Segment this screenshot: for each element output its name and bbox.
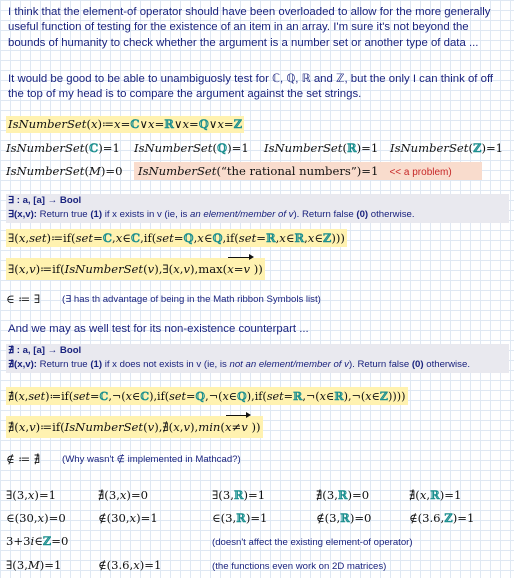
isnumberset-result-string[interactable]: IsNumberSet(“the rational numbers”)=1 << a problem) <box>134 162 482 180</box>
result-cell[interactable]: ∉(30,x)=1 <box>98 511 158 525</box>
not-element-of-alias[interactable]: ∉ ≔ ∄ <box>6 452 41 466</box>
result-cell[interactable]: ∃(3,ℝ)=1 <box>212 488 266 502</box>
number-set-paragraph: It would be good to be able to unambiguosly test for ℂ, ℚ, ℝ and ℤ, but the only I can think of off the top of my head is to compare the argument against the set strings. <box>8 73 494 101</box>
non-existence-paragraph: And we may as well test for its non-existence counterpart ... <box>8 323 309 335</box>
result-cell[interactable]: ∃(3,M)=1 <box>6 558 62 572</box>
alias-note: (∃ has th advantage of being in the Math ribbon Symbols list) <box>62 294 321 305</box>
element-of-alias[interactable]: ∈ ≔ ∃ <box>6 292 41 306</box>
operator-note: (doesn't affect the existing element-of operator) <box>212 537 413 548</box>
result-cell[interactable]: ∄(3,ℝ)=0 <box>316 488 370 502</box>
exists-signature: ∃ : a, [a] → Bool <box>8 195 82 206</box>
alias-note-2: (Why wasn't ∉ implemented in Mathcad?) <box>62 454 241 465</box>
result-cell[interactable]: ∉(3.6,ℤ)=1 <box>409 511 475 525</box>
nexists-signature-block <box>6 344 509 373</box>
result-cell[interactable]: ∉(3,ℝ)=0 <box>316 511 372 525</box>
result-cell[interactable]: ∃(3,x)=1 <box>6 488 57 502</box>
exists-signature-block <box>6 194 509 223</box>
problem-note: << a problem) <box>389 167 452 178</box>
result-cell[interactable]: ∈(3,ℝ)=1 <box>212 511 268 525</box>
isnumberset-result-r[interactable]: IsNumberSet(ℝ)=1 <box>264 141 379 155</box>
result-cell[interactable]: 3+3i∈ℤ=0 <box>6 534 69 548</box>
exists-description: ∃(x,v): Return true (1) if x exists in v (ie, is an element/member of v). Return false (0) otherwise. <box>8 209 415 220</box>
isnumberset-result-m[interactable]: IsNumberSet(M)=0 <box>6 164 123 178</box>
nexists-array-definition[interactable]: ∄(x,v)≔if(IsNumberSet(v),∄(x,v),min(x≠v )) <box>6 416 263 438</box>
result-cell[interactable]: ∉(3.6,x)=1 <box>98 558 162 572</box>
exists-array-definition[interactable]: ∃(x,v)≔if(IsNumberSet(v),∃(x,v),max(x=v )) <box>6 258 265 280</box>
result-cell[interactable]: ∄(x,ℝ)=1 <box>409 488 462 502</box>
nexists-signature: ∄ : a, [a] → Bool <box>8 345 82 356</box>
nexists-set-definition[interactable]: ∄(x,set)≔if(set=ℂ,¬(x∈ℂ),if(set=ℚ,¬(x∈ℚ),if(set=ℝ,¬(x∈ℝ),¬(x∈ℤ)))) <box>8 389 406 403</box>
isnumberset-result-c[interactable]: IsNumberSet(ℂ)=1 <box>6 141 120 155</box>
matrix-note: (the functions even work on 2D matrices) <box>212 561 387 572</box>
intro-paragraph: I think that the element-of operator should have been overloaded to allow for the more generally useful function of testing for the existence of an item in an array. I'm sure it's not beyond the bounds of humanity to check whether the argument is a number set or another type of data ... <box>8 6 491 49</box>
isnumberset-definition[interactable]: IsNumberSet(x)≔x=ℂ∨x=ℝ∨x=ℚ∨x=ℤ <box>8 117 243 131</box>
nexists-description: ∄(x,v): Return true (1) if x does not exists in v (ie, is not an element/member of v). Return false (0) otherwise. <box>8 359 470 370</box>
exists-set-definition[interactable]: ∃(x,set)≔if(set=ℂ,x∈ℂ,if(set=ℚ,x∈ℚ,if(set=ℝ,x∈ℝ,x∈ℤ))) <box>8 231 345 245</box>
result-cell[interactable]: ∈(30,x)=0 <box>6 511 66 525</box>
isnumberset-result-q[interactable]: IsNumberSet(ℚ)=1 <box>134 141 249 155</box>
result-cell[interactable]: ∄(3,x)=0 <box>98 488 149 502</box>
isnumberset-result-z[interactable]: IsNumberSet(ℤ)=1 <box>390 141 504 155</box>
